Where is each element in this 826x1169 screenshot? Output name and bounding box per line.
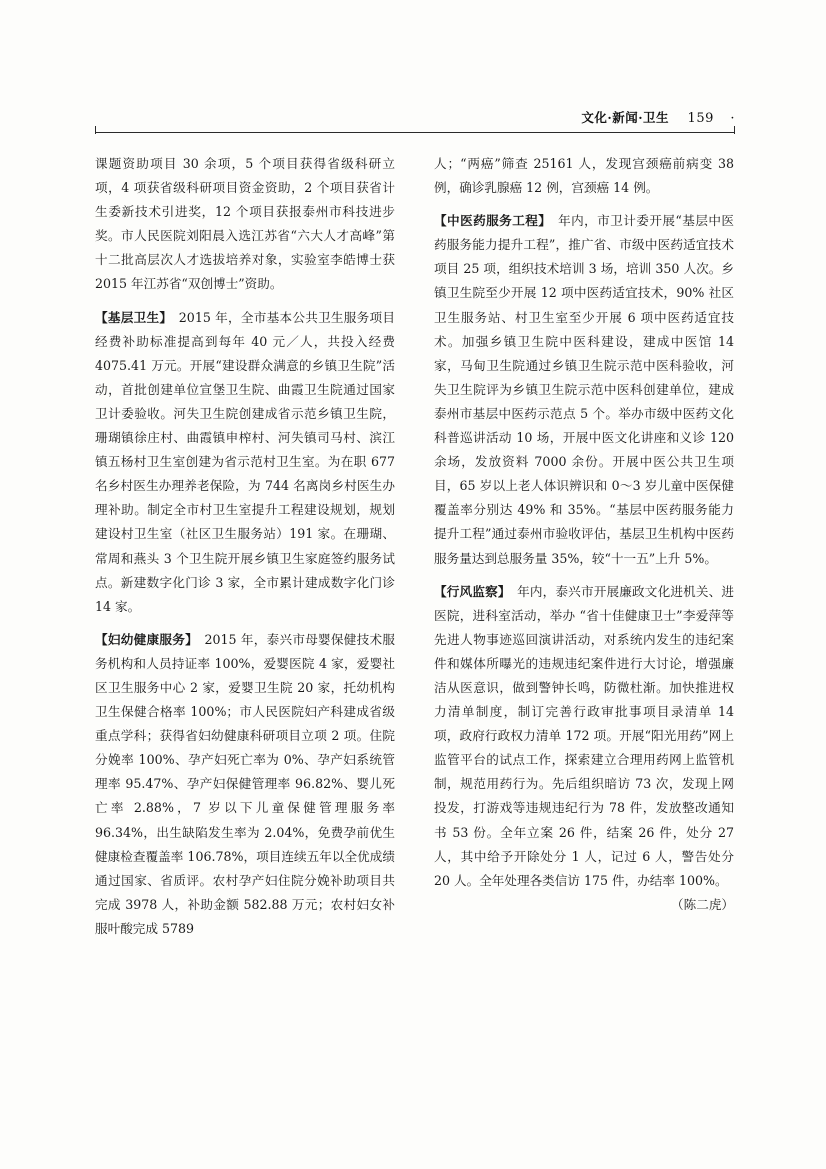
paragraph-text: 课题资助项目 30 余项，5 个项目获得省级科研立项，4 项获省级科研项目资金资助，2 个项目获省计生委新技术引进奖，12 个项目获报泰州市科技进步奖。市人民医院刘阳晨入选江苏省“六大人才高峰”第十二批高层次人才选拔培养对象，实验室李皓博士获 2015 年江苏省“双创博士”资助。: [95, 156, 395, 292]
page-header: [95, 108, 735, 126]
header-rule-cap-right: [734, 126, 735, 134]
paragraph-text: 2015 年，泰兴市母婴保健技术服务机构和人员持证率 100%，爱婴医院 4 家，爱婴社区卫生服务中心 2 家，爱婴卫生院 20 家，托幼机构卫生保健合格率 100%；市人民医院妇产科建成省级重点学科；获得省妇幼健康科研项目立项 2 项。住院分娩率 100%、孕产妇死亡率为 0%、孕产妇系统管理率 95.47%、孕产妇保健管理率 96.82%、婴儿死亡率 2.88%，7 岁以下儿童保健管理服务率 96.34%，出生缺陷发生率为 2.04%，免费孕前优生健康检查覆盖率 106.78%，项目连续五年以全优成绩通过国家、省质评。农村孕产妇住院分娩补助项目共完成 3978 人，补助金额 582.88 万元；农村妇女补服叶酸完成 5789: [95, 631, 395, 936]
paragraph-lead: 【中医药服务工程】: [434, 213, 546, 229]
author-signature: （陈二虎）: [671, 896, 734, 912]
paragraph: [95, 306, 395, 619]
paragraph-lead: 【行风监察】: [434, 583, 505, 599]
paragraph-gap: [434, 200, 734, 209]
header-section-title: 文化·新闻·卫生: [581, 110, 670, 125]
paragraph-lead: 【基层卫生】: [95, 309, 166, 325]
paragraph: [434, 209, 734, 570]
page-number: 159: [687, 111, 714, 126]
paragraph-gap: [434, 571, 734, 580]
left-text-column: [95, 152, 395, 941]
paragraph-gap: [95, 297, 395, 306]
paragraph-text: 年内，泰兴市开展廉政文化进机关、进医院，进科室活动，举办 “省十佳健康卫士”李爱萍等先进人物事迹巡回演讲活动，对系统内发生的违纪案件和媒体所曝光的违规违纪案件进行大讨论，增强廉洁从医意识，做到警钟长鸣，防微杜渐。加快推进权力清单制度，制订完善行政审批事项目录清单 14 项，政府行政权力清单 172 项。开展“阳光用药”网上监管平台的试点工作，探索建立合理用药网上监管机制，规范用药行为。先后组织暗访 73 次，发现上网投发，打游戏等违规违纪行为 78 件，发放整改通知书 53 份。全年立案 26 件，结案 26 件，处分 27 人，其中给予开除处分 1 人，记过 6 人，警告处分 20 人。全年处理各类信访 175 件，办结率 100%。: [434, 583, 735, 888]
header-dot: ·: [730, 111, 735, 126]
paragraph-text: 2015 年，全市基本公共卫生服务项目经费补助标准提高到每年 40 元／人，共投入经费 4075.41 万元。开展“建设群众满意的乡镇卫生院”活动，首批创建单位宣堡卫生院、曲霞卫生院通过国家卫计委验收。河失卫生院创建成省示范乡镇卫生院，珊瑚镇徐庄村、曲霞镇申榨村、河失镇司马村、滨江镇五杨村卫生室创建为省示范村卫生室。为在职 677 名乡村医生办理养老保险，为 744 名离岗乡村医生办理补助。制定全市村卫生室提升工程建设规划，规划建设村卫生室（社区卫生服务站）191 家。在珊瑚、常周和燕头 3 个卫生院开展乡镇卫生家庭签约服务试点。新建数字化门诊 3 家，全市累计建成数字化门诊 14 家。: [95, 309, 395, 614]
header-rule: [95, 132, 735, 133]
paragraph-lead: 【妇幼健康服务】: [95, 631, 192, 647]
right-text-column: [434, 152, 734, 930]
paragraph: [434, 580, 734, 893]
paragraph: [434, 152, 734, 200]
paragraph-text: 年内，市卫计委开展“基层中医药服务能力提升工程”，推广省、市级中医药适宜技术项目 25 项，组织技术培训 3 场，培训 350 人次。乡镇卫生院至少开展 12 项中医药适宜技术，90% 社区卫生服务站、村卫生室至少开展 6 项中医药适宜技术。加强乡镇卫生院中医科建设，建成中医馆 14 家，马甸卫生院通过乡镇卫生院示范中医科验收，河失卫生院评为乡镇卫生院示范中医科创建单位，建成泰州市基层中医药示范点 5 个。举办市级中医药文化科普巡讲活动 10 场，开展中医文化讲座和义诊 120 余场，发放资料 7000 余份。开展中医公共卫生项目，65 岁以上老人体识辨识和 0～3 岁儿童中医保健覆盖率分别达 49% 和 35%。“基层中医药服务能力提升工程”通过泰州市验收评估，基层卫生机构中医药服务量达到总服务量 35%，较“十一五”上升 5%。: [434, 213, 734, 566]
paragraph: [95, 628, 395, 941]
paragraph-gap: [95, 619, 395, 628]
header-rule-cap-left: [95, 126, 96, 134]
paragraph-text: 人；“两癌”筛查 25161 人，发现宫颈癌前病变 38 例，确诊乳腺癌 12 例，宫颈癌 14 例。: [434, 156, 734, 196]
paragraph: [95, 152, 395, 297]
